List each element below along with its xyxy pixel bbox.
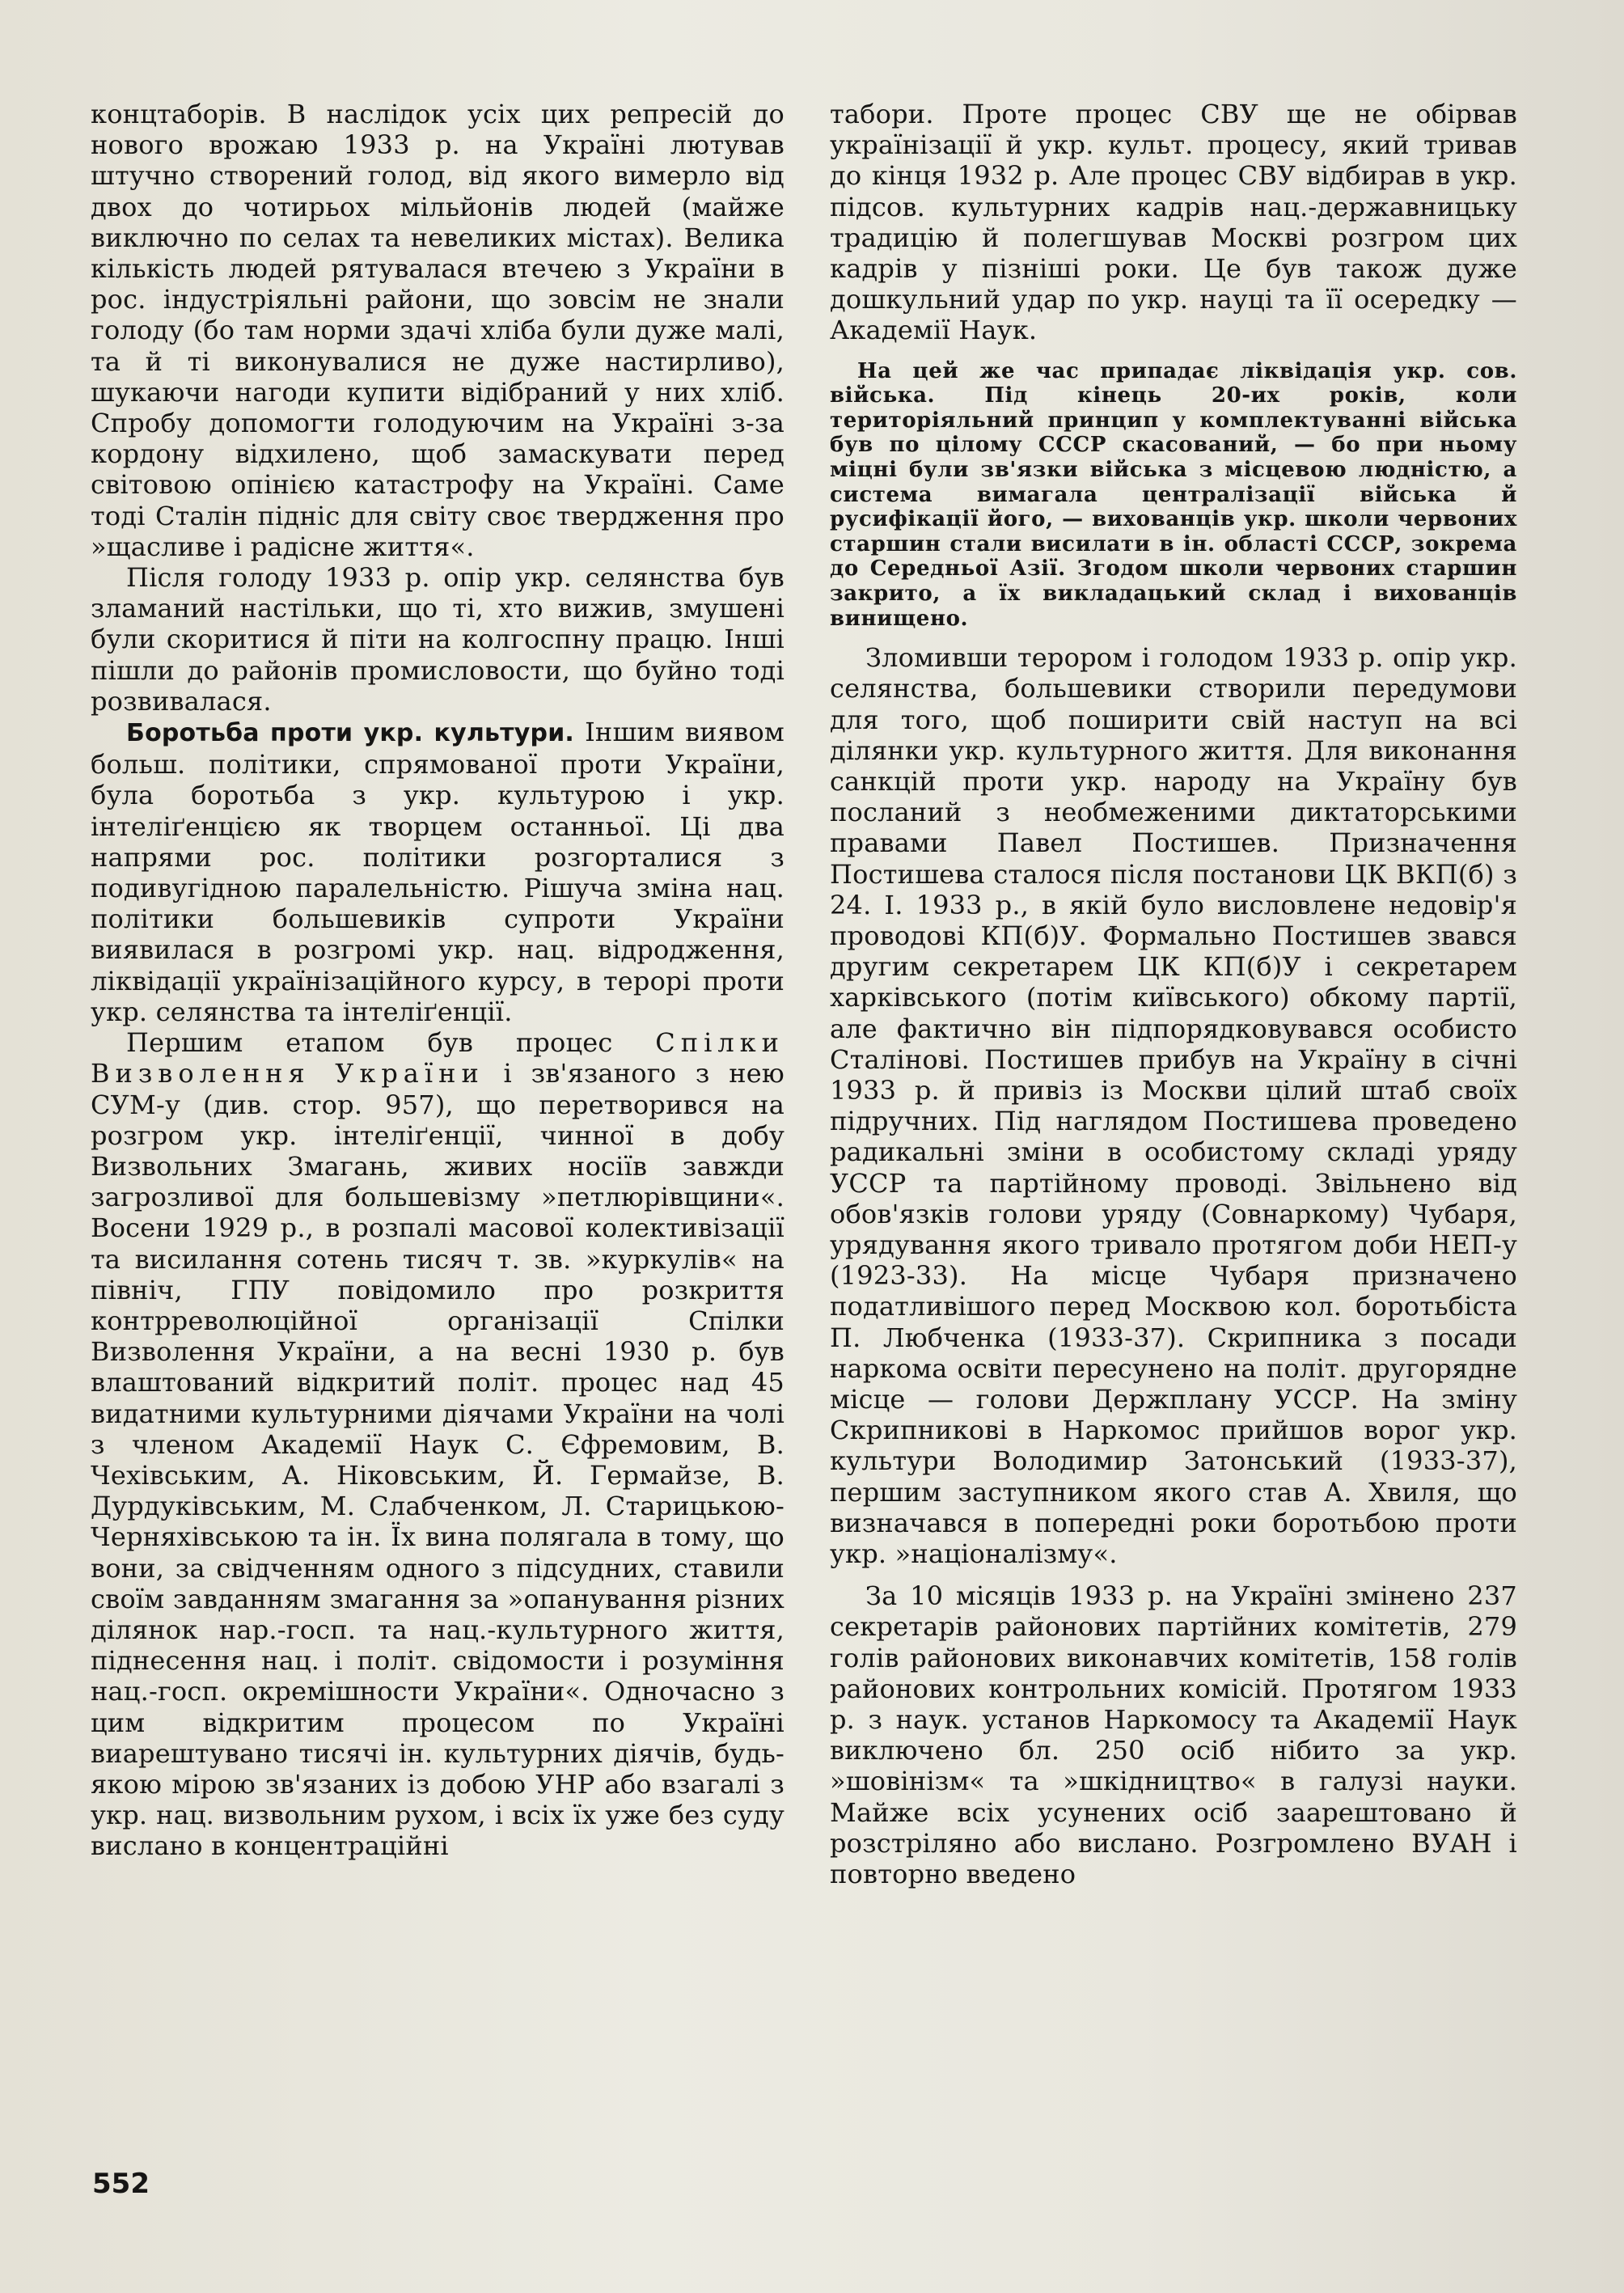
paragraph: За 10 місяців 1933 р. на Україні змінено 237 секретарів районових партійних комітетів, 279 голів районових виконавчих комітетів, 158 голів районових контрольних комісій. Протягом 1933 р. з наук. установ Наркомосу та Академії Наук виключено бл. 250 осіб нібито за укр. »шовінізм« та »шкідництво« в галузі науки. Майже всіх усунених осіб заарештовано й розстріляно або вислано. Розгромлено ВУАН і повторно введено — [830, 1580, 1517, 1890]
paragraph — [91, 1027, 785, 1861]
paragraph: концтаборів. В наслідок усіх цих репресій до нового врожаю 1933 р. на Україні лютував штучно створений голод, від якого вимерло від двох до чотирьох мільйонів людей (майже виключно по селах та невеликих містах). Велика кількість людей рятувалася втечею з України в рос. індустріяльні райони, що зовсім не знали голоду (бо там норми здачі хліба були дуже малі, та й ті виконувалися не дуже настирливо), шукаючи нагоди купити відібраний у них хліб. Спробу допомогти голодуючим на Україні з-за кордону відхилено, щоб замаскувати перед світовою опінією катастрофу на Україні. Саме тоді Сталін підніс для світу своє твердження про »щасливе і радісне життя«. — [91, 99, 785, 562]
left-column — [91, 99, 785, 1862]
paragraph-text: Першим етапом був процес — [126, 1027, 656, 1059]
paragraph: Після голоду 1933 р. опір укр. селянства був зламаний настільки, що ті, хто вижив, змушені були скоритися й піти на колгоспну працю. Інші пішли до районів промисловости, що буйно тоді розвивалася. — [91, 562, 785, 717]
page-number: 552 — [92, 2168, 150, 2200]
paragraph: табори. Проте процес СВУ ще не обірвав українізації й укр. культ. процесу, який тривав до кінця 1932 р. Але процес СВУ відбирав в укр. підсов. культурних кадрів нац.-державницьку традицію й полегшував Москві розгром цих кадрів у пізніші роки. Це був також дуже дошкульний удар по укр. науці та її осередку — Академії Наук. — [830, 99, 1517, 346]
paragraph — [91, 717, 785, 1027]
right-column — [830, 99, 1517, 1889]
paragraph-text: Іншим виявом больш. політики, спрямованої проти України, була боротьба з укр. культурою і укр. інтеліґенцією як творцем останньої. Ці два напрями рос. політики розгорталися з подивугідною паралельністю. Рішуча зміна нац. політики большевиків супроти України виявилася в розгромі укр. нац. відродження, ліквідації українізаційного курсу, в терорі проти укр. селянства та інтеліґенції. — [91, 717, 785, 1027]
small-print-paragraph: На цей же час припадає ліквідація укр. сов. війська. Під кінець 20-их років, коли територіяльний принцип у комплектуванні війська був по цілому СССР скасований, — бо при ньому міцні були зв'язки війська з місцевою людністю, а система вимагала централізації війська й русифікації його, — вихованців укр. школи червоних старшин стали висилати в ін. області СССР, зокрема до Середньої Азії. Згодом школи червоних старшин закрито, а їх викладацький склад і вихованців винищено. — [830, 358, 1517, 631]
paragraph-text: і зв'язаного з нею СУМ-у (див. стор. 957), що перетворився на розгром укр. інтеліґенції, чинної в добу Визвольних Змагань, живих носіїв завжди загрозливої для большевізму »петлюрівщини«. Восени 1929 р., в розпалі масової колективізації та висилання сотень тисяч т. зв. »куркулів« на північ, ГПУ повідомило про розкриття контрреволюційної організації Спілки Визволення України, а на весні 1930 р. був влаштований відкритий політ. процес над 45 видатними культурними діячами України на чолі з членом Академії Наук С. Єфремовим, В. Чехівським, А. Ніковським, Й. Гермайзе, В. Дурдуківським, М. Слабченком, Л. Старицькою-Черняхівською та ін. Їх вина полягала в тому, що вони, за свідченням одного з підсудних, ставили своїм завданням змагання за »опанування різних ділянок нар.-госп. та нац.-культурного життя, піднесення нац. і політ. свідомости і розуміння нац.-госп. окремішности України«. Одночасно з цим відкритим процесом по Україні виарештувано тисячі ін. культурних діячів, будь-якою мірою зв'язаних із добою УНР або взагалі з укр. нац. визвольним рухом, і всіх їх уже без суду вислано в концентраційні — [91, 1058, 785, 1862]
spaced-text: Спілки Визволення України — [91, 1027, 785, 1089]
section-heading: Боротьба проти укр. культури. — [126, 719, 575, 748]
paragraph: Зломивши терором і голодом 1933 р. опір укр. селянства, большевики створили передумови для того, щоб поширити свій наступ на всі ділянки укр. культурного життя. Для виконання санкцій проти укр. народу на Україну був посланий з необмеженими диктаторськими правами Павел Постишев. Призначення Постишева сталося після постанови ЦК ВКП(б) з 24. I. 1933 р., в якій було висловлене недовір'я проводові КП(б)У. Формально Постишев звався другим секретарем ЦК КП(б)У і секретарем харківського (потім київського) обкому партії, але фактично він підпорядковувався особисто Сталінові. Постишев прибув на Україну в січні 1933 р. й привіз із Москви цілий штаб своїх підручних. Під наглядом Постишева проведено радикальні зміни в особистому складі уряду УССР та партійному проводі. Звільнено від обов'язків голови уряду (Совнаркому) Чубаря, урядування якого тривало протягом доби НЕП-у (1923-33). На місце Чубаря призначено податливішого перед Москвою кол. боротьбіста П. Любченка (1933-37). Скрипника з посади наркома освіти пересунено на політ. другорядне місце — голови Держплану УССР. На зміну Скрипникові в Наркомос прийшов ворог укр. культури Володимир Затонський (1933-37), першим заступником якого став А. Хвиля, що визначався в попередні роки боротьбою проти укр. »націоналізму«. — [830, 642, 1517, 1570]
